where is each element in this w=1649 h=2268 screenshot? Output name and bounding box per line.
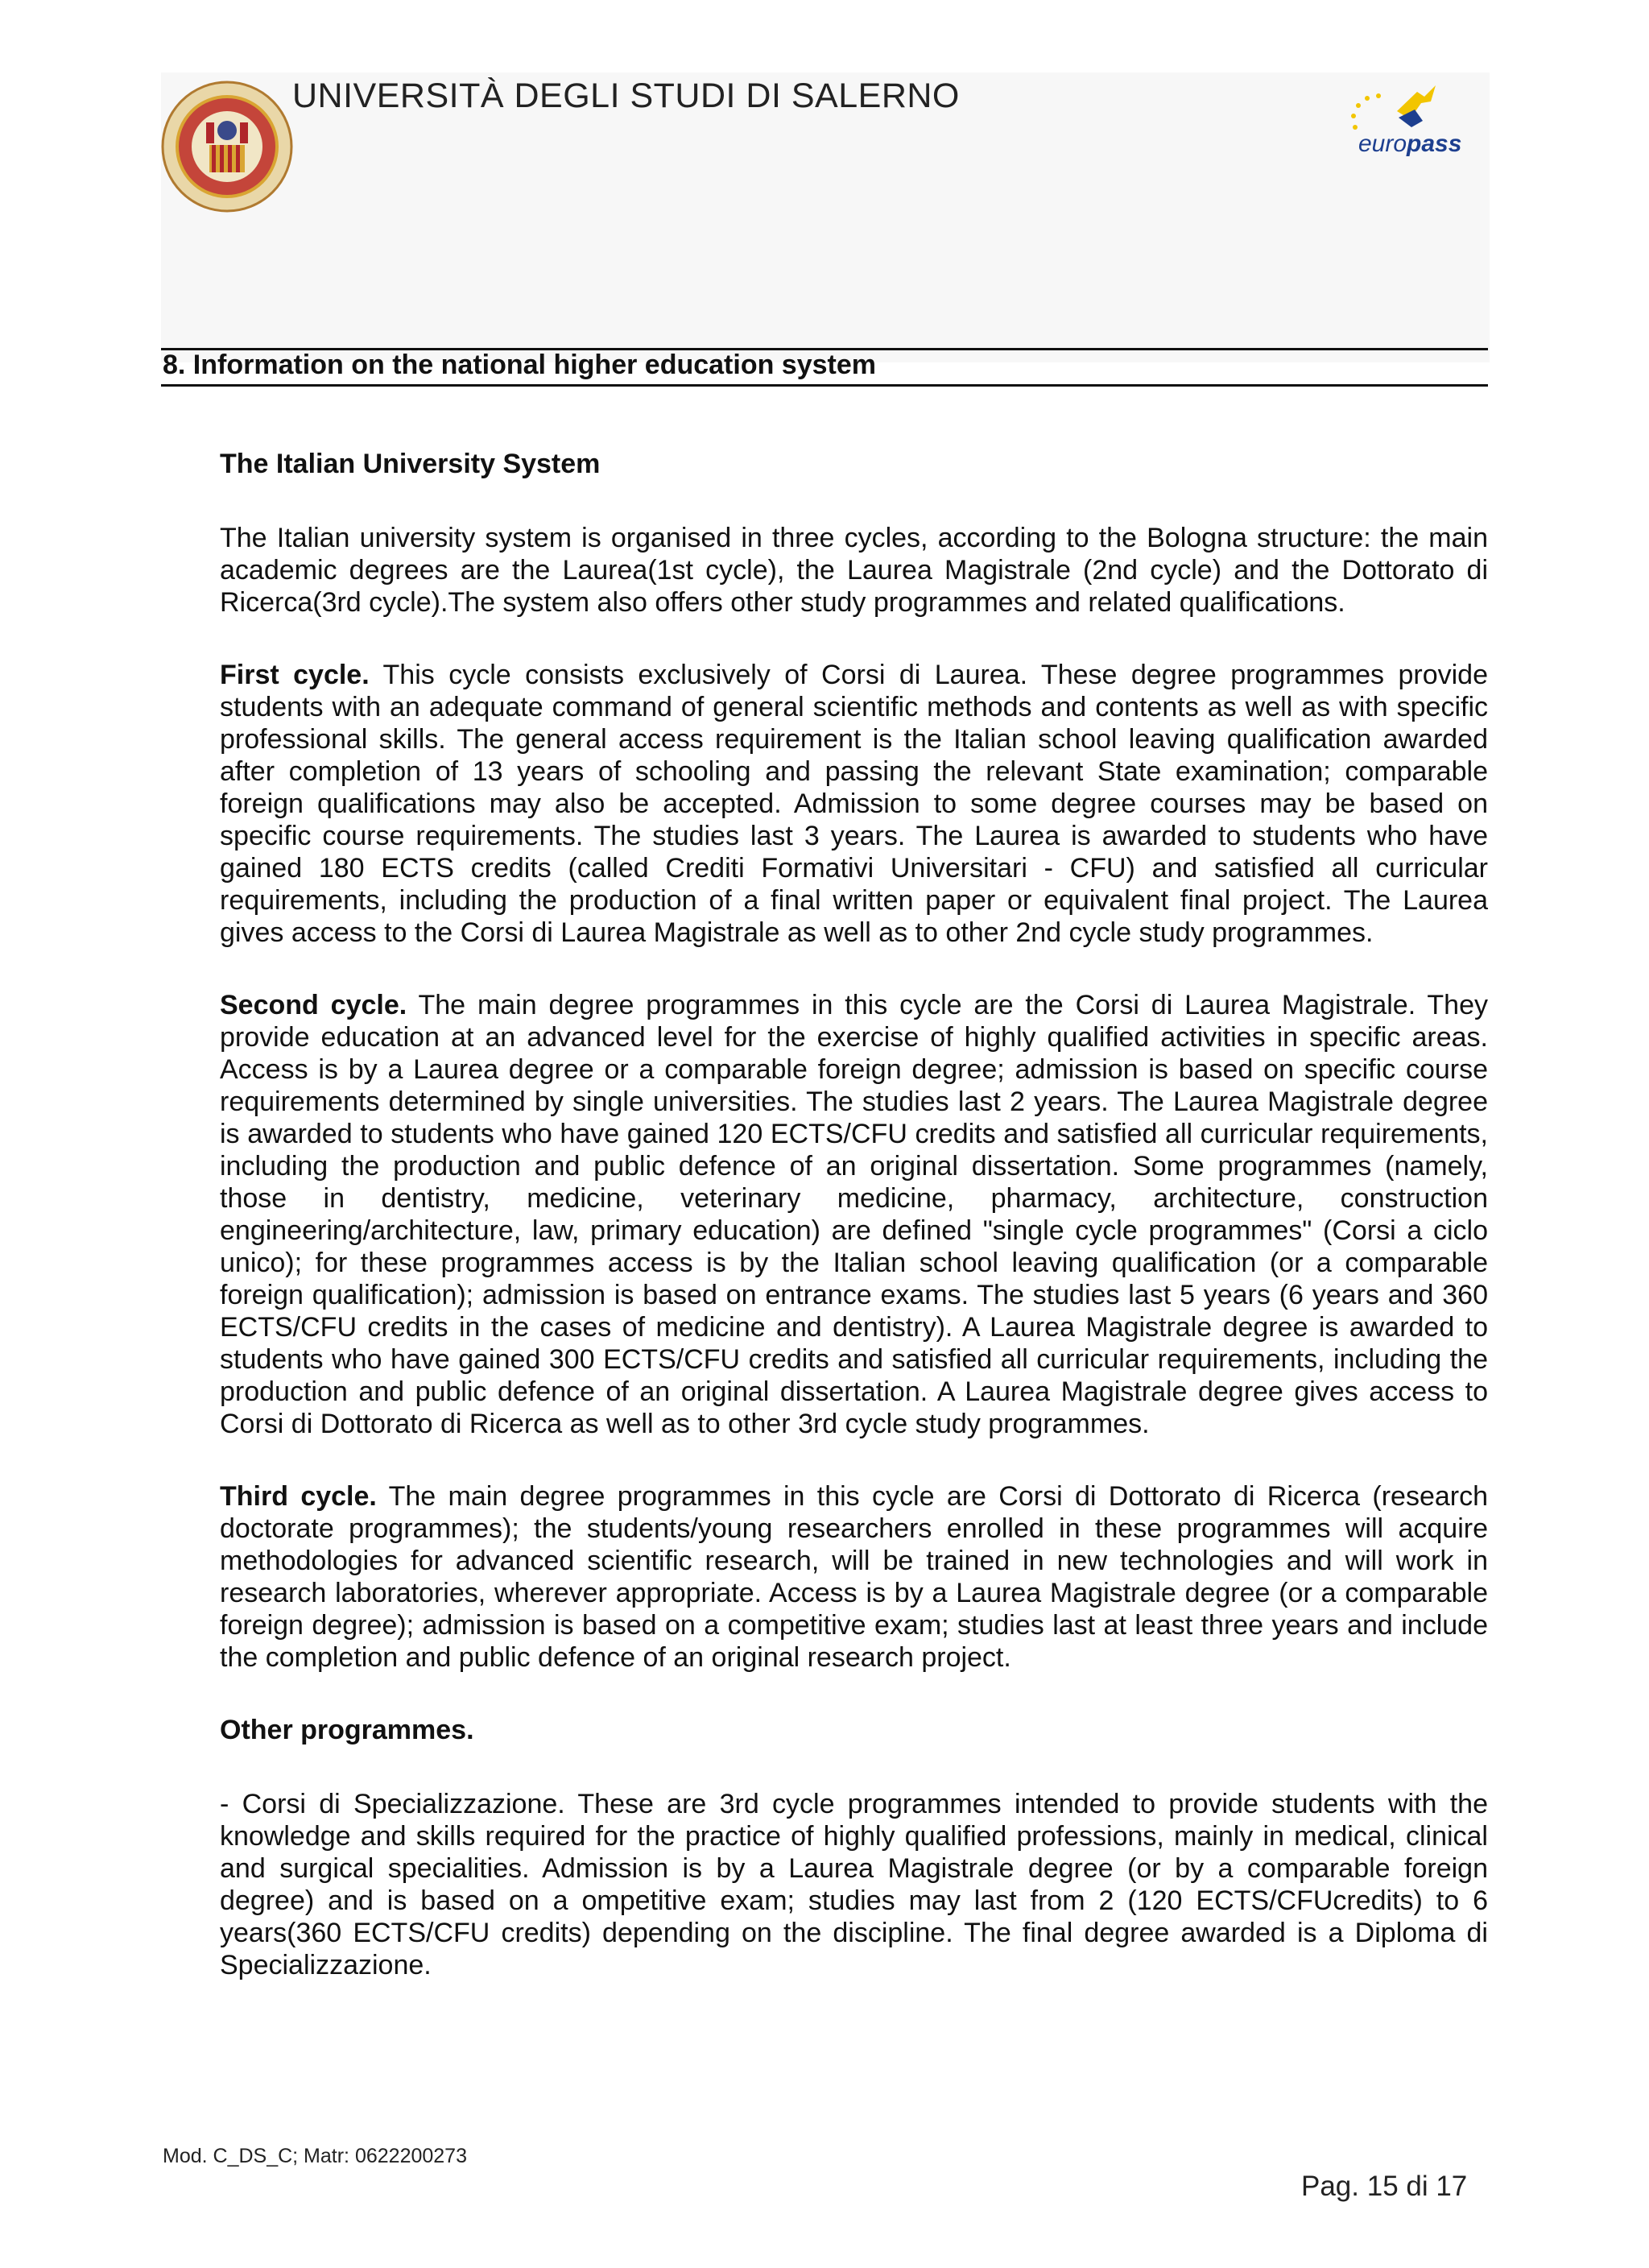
page-number: Pag. 15 di 17 xyxy=(1301,2171,1468,2202)
section-rule-bottom xyxy=(161,384,1488,387)
specializzazione-paragraph: - Corsi di Specializzazione. These are 3rd cycle programmes intended to provide students with the knowledge and skills required for the practice of highly qualified professions, mainly in medical, clinical and surgical specialities. Admission is by a Laurea Magistrale degree (or by a comparable foreign degree) and is based on a ompetitive exam; studies may last from 2 (120 ECTS/CFUcredits) to 6 years(360 ECTS/CFU credits) depending on the discipline. The final degree awarded is a Diploma di Specializzazione. xyxy=(220,1789,1488,1980)
second-cycle-text: The main degree programmes in this cycle are the Corsi di Laurea Magistrale. They provide education at an advanced level for the exercise of highly qualified activities in specific areas. Access is by a Laurea degree or a comparable foreign degree; admission is based on specific course requirements determined by single universities. The studies last 2 years. The Laurea Magistrale degree is awarded to students who have gained 120 ECTS/CFU credits and satisfied all curricular requirements, including the production and public defence of an original dissertation. Some programmes (namely, those in dentistry, medicine, veterinary medicine, pharmacy, architecture, construction engineering/architecture, law, primary education) are defined "single cycle programmes" (Corsi a ciclo unico); for these programmes access is by the Italian school leaving qualification (or a comparable foreign qualification); admission is based on entrance exams. The studies last 5 years (6 years and 360 ECTS/CFU credits in the cases of medicine and dentistry). A Laurea Magistrale degree is awarded to students who have gained 300 ECTS/CFU credits and satisfied all curricular requirements, including the production and public defence of an original dissertation. A Laurea Magistrale degree gives access to Corsi di Dottorato di Ricerca as well as to other 3rd cycle study programmes. xyxy=(220,990,1488,1439)
footer-module-code: Mod. C_DS_C; Matr: 0622200273 xyxy=(163,2145,467,2167)
section-title: 8. Information on the national higher education system xyxy=(163,350,876,380)
first-cycle-label: First cycle. xyxy=(220,660,370,690)
document-body xyxy=(220,448,1488,2022)
university-name: UNIVERSITÀ DEGLI STUDI DI SALERNO xyxy=(292,77,960,115)
first-cycle-paragraph xyxy=(220,659,1488,949)
europass-wordmark: europass xyxy=(1358,130,1462,157)
third-cycle-text: The main degree programmes in this cycle are Corsi di Dottorato di Ricerca (research doctorate programmes); the students/young researchers enrolled in these programmes will acquire methodologies for advanced scientific research, will be trained in new technologies and will work in research laboratories, wherever appropriate. Access is by a Laurea Magistrale degree (or a comparable foreign degree); admission is based on a competitive exam; studies last at least three years and include the completion and public defence of an original research project. xyxy=(220,1481,1488,1673)
subsection-heading: The Italian University System xyxy=(220,449,601,479)
first-cycle-text: This cycle consists exclusively of Corsi di Laurea. These degree programmes provide students with an adequate command of general scientific methods and contents as well as with specific professional skills. The general access requirement is the Italian school leaving qualification awarded after completion of 13 years of schooling and passing the relevant State examination; comparable foreign qualifications may also be accepted. Admission to some degree courses may be based on specific course requirements. The studies last 3 years. The Laurea is awarded to students who have gained 180 ECTS credits (called Crediti Formativi Universitari - CFU) and satisfied all curricular requirements, including the production of a final written paper or equivalent final project. The Laurea gives access to the Corsi di Laurea Magistrale as well as to other 2nd cycle study programmes. xyxy=(220,660,1488,948)
second-cycle-label: Second cycle. xyxy=(220,990,407,1020)
eu-stars-icon xyxy=(1351,93,1381,130)
university-seal-icon xyxy=(161,81,293,213)
europass-logo xyxy=(1341,81,1469,161)
header-background xyxy=(161,72,1490,362)
intro-paragraph: The Italian university system is organised in three cycles, according to the Bologna structure: the main academic degrees are the Laurea(1st cycle), the Laurea Magistrale (2nd cycle) and the Dottorato di Ricerca(3rd cycle).The system also offers other study programmes and related qualifications. xyxy=(220,523,1488,618)
third-cycle-label: Third cycle. xyxy=(220,1481,377,1512)
third-cycle-paragraph xyxy=(220,1480,1488,1674)
second-cycle-paragraph xyxy=(220,989,1488,1440)
other-programmes-heading: Other programmes. xyxy=(220,1715,474,1745)
